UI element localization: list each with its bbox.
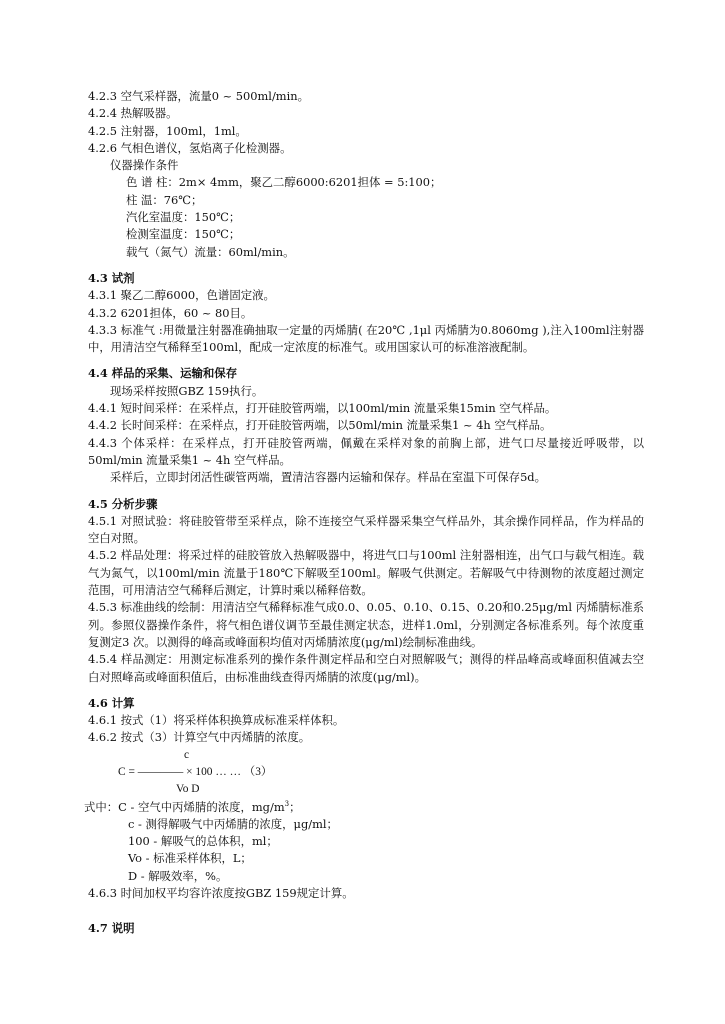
gc-column-temp: 柱 温：76℃； <box>126 192 203 207</box>
item-4-2-5: 4.2.5 注射器，100ml，1ml。 <box>88 123 247 138</box>
where-line-vo: Vo - 标准采样体积，L； <box>128 851 252 866</box>
where-line-d: D - 解吸效率，%。 <box>128 868 228 883</box>
gc-carrier-gas: 载气（氮气）流量：60ml/min。 <box>126 244 295 259</box>
gc-detector-temp: 检测室温度：150℃； <box>126 227 241 242</box>
section-4-6-heading: 4.6 计算 <box>88 695 135 710</box>
sampling-intro: 现场采样按照GBZ 159执行。 <box>110 383 264 398</box>
item-4-4-1: 4.4.1 短时间采样：在采样点，打开硅胶管两端，以100ml/min 流量采集15min 空气样品。 <box>88 401 557 416</box>
where-line-100: 100 - 解吸气的总体积，ml； <box>128 834 278 849</box>
item-4-5-3: 4.5.3 标准曲线的绘制：用清洁空气稀释标准气成0.0、0.05、0.10、0.15、0.20和0.25μg/ml 丙烯腈标准系列。参照仪器操作条件，将气相色谱仪调节至最佳测定状态，进样1.0ml，分别测定各标准系列。每个浓度重复测定3 次。以测得的峰高或峰面积均值对丙烯腈浓度(μg/ml)绘制标准曲线。 <box>88 600 644 649</box>
formula-numerator: c <box>184 748 190 761</box>
section-4-4-heading: 4.4 样品的采集、运输和保存 <box>88 366 238 381</box>
gc-vaporizer-temp: 汽化室温度：150℃； <box>126 210 241 225</box>
section-4-7-heading: 4.7 说明 <box>88 921 135 936</box>
item-4-3-2: 4.3.2 6201担体，60 ~ 80目。 <box>88 305 253 320</box>
document-page <box>84 88 644 938</box>
item-4-5-1: 4.5.1 对照试验：将硅胶管带至采样点，除不连接空气采样器采集空气样品外，其余操作同样品，作为样品的空白对照。 <box>88 513 644 546</box>
item-4-2-3: 4.2.3 空气采样器，流量0 ~ 500ml/min。 <box>88 89 309 103</box>
section-4-5-heading: 4.5 分析步骤 <box>88 496 158 511</box>
where-line-c <box>84 799 644 816</box>
formula-main: C = ———— × 100 … … （3） <box>118 765 273 778</box>
item-4-6-3: 4.6.3 时间加权平均容许浓度按GBZ 159规定计算。 <box>88 886 354 901</box>
item-4-2-6: 4.2.6 气相色谱仪，氢焰离子化检测器。 <box>88 140 292 155</box>
item-4-4-2: 4.4.2 长时间采样：在采样点，打开硅胶管两端，以50ml/min 流量采集1 ~ 4h 空气样品。 <box>88 418 552 433</box>
item-4-3-3: 4.3.3 标准气 :用微量注射器准确抽取一定量的丙烯腈( 在20℃ ,1μl 丙烯腈为0.8060mg ),注入100ml注射器中，用清洁空气稀释至100ml，配成一定浓度的标准气。或用国家认可的标准溶液配制。 <box>88 322 644 355</box>
item-4-2-4: 4.2.4 热解吸器。 <box>88 106 178 121</box>
item-4-3-1: 4.3.1 聚乙二醇6000，色谱固定液。 <box>88 288 275 303</box>
where-line-lower-c: c - 测得解吸气中丙烯腈的浓度，μg/ml； <box>128 816 338 831</box>
where-tail: ； <box>289 799 301 814</box>
item-4-5-4: 4.5.4 样品测定：用测定标准系列的操作条件测定样品和空白对照解吸气；测得的样品峰高或峰面积值减去空白对照峰高或峰面积值后，由标准曲线查得丙烯腈的浓度(μg/ml)。 <box>88 652 644 684</box>
formula-denominator: Vo D <box>176 783 200 796</box>
where-lead: 式中：C - 空气中丙烯腈的浓度，mg/m <box>84 799 285 814</box>
item-4-4-3: 4.4.3 个体采样：在采样点，打开硅胶管两端，佩戴在采样对象的前胸上部，进气口尽量接近呼吸带，以50ml/min 流量采集1 ~ 4h 空气样品。 <box>88 435 644 467</box>
item-4-5-2: 4.5.2 样品处理：将采过样的硅胶管放入热解吸器中，将进气口与100ml 注射器相连，出气口与载气相连。载气为氮气，以100ml/min 流量于180℃下解吸至100ml。解吸气供测定。若解吸气中待测物的浓度超过测定范围，可用清洁空气稀释后测定，计算时乘以稀释倍数。 <box>88 548 644 598</box>
item-4-6-1: 4.6.1 按式（1）将采样体积换算成标准采样体积。 <box>88 713 345 728</box>
gc-column: 色 谱 柱：2m× 4mm，聚乙二醇6000:6201担体 = 5:100； <box>126 175 442 190</box>
section-4-3-heading: 4.3 试剂 <box>88 270 135 285</box>
superscript-3: 3 <box>284 799 290 808</box>
item-4-6-2: 4.6.2 按式（3）计算空气中丙烯腈的浓度。 <box>88 730 311 745</box>
storage-note: 采样后，立即封闭活性碳管两端，置清洁容器内运输和保存。样品在室温下可保存5d。 <box>110 470 546 485</box>
gc-conditions-title: 仪器操作条件 <box>110 158 179 173</box>
